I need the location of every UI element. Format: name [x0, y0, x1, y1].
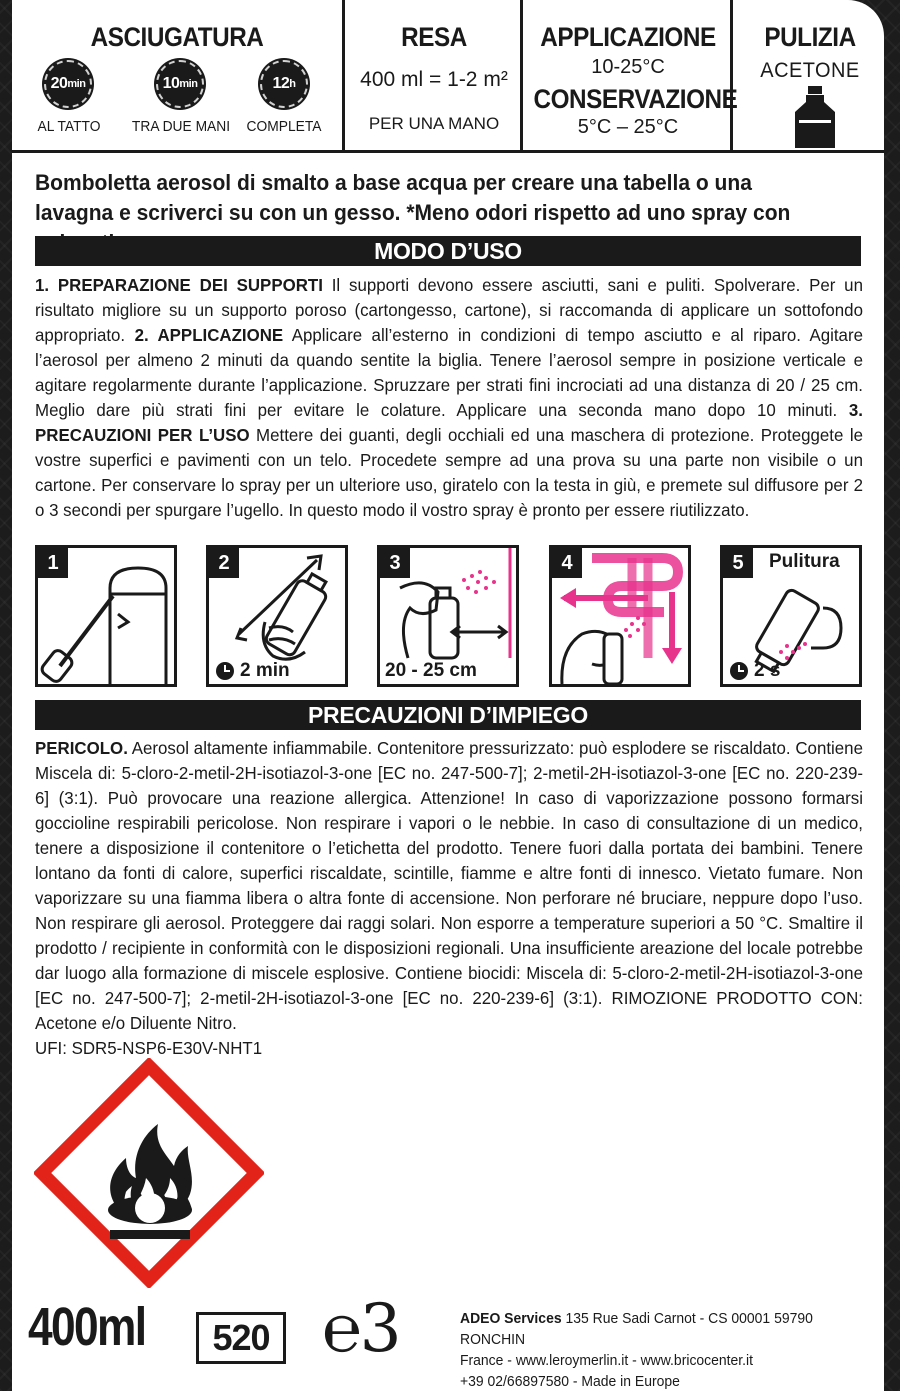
step-number: 4: [552, 548, 582, 578]
timer-label: AL TATTO: [37, 118, 101, 135]
step-duration: 2 min: [240, 660, 290, 681]
hazard-text: PERICOLO. Aerosol altamente infiammabile. Contenitore pressurizzato: può esplodere se riscaldato. Contiene Miscela di: 5-cloro-2-metil-2H-isotiazol-3-one [EC no. 247-500-7]; 2-metil-2H-isotiazol-3-one [EC no. 220-239-6] (3:1). Può provocare una reazione allergica. Attenzione! In caso di vaporizzazione possono formarsi goccioline respirabili pericolose. Non respirare i vapori o le nebbie. In caso di consultazione di un medico, tenere a disposizione il contenitore o l’etichetta del prodotto. Tenere fuori dalla portata dei bambini. Tenere lontano da fonti di calore, superfici riscaldate, scintille, fiamme e altre fonti di innesco. Vietato fumare. Non vaporizzare su una fiamma libera o altra fonte di accensione. Non perforare né bruciare, neppure dopo l’uso. Non respirare gli aerosol. Proteggere dai raggi solari. Non esporre a temperature superiori a 50 °C. Smaltire il prodotto / recipiente in conformità con le disposizioni regionali. Una insufficiente areazione del locale potrebbe dar luogo alla formazione di miscele esplosive. Contiene biocidi: Miscela di: 5-cloro-2-metil-2H-isotiazol-3-one [EC no. 247-500-7]; 2-metil-2H-isotiazol-3-one [EC no. 220-239-6] (3:1). RIMOZIONE PRODOTTO CON: Acetone e/o Diluente Nitro. UFI: SDR5-NSP6-E30V-NHT1: [35, 738, 863, 1058]
product-label: [12, 0, 884, 1391]
step-1-card: [35, 545, 177, 687]
step-3-card: [377, 545, 519, 687]
step-4-card: [549, 545, 691, 687]
product-code: 520: [196, 1312, 286, 1364]
application-cell: [520, 0, 738, 150]
yield-cell: [342, 0, 523, 150]
storage-title: CONSERVAZIONE: [533, 84, 738, 114]
usage-pictograms: [35, 545, 865, 687]
usage-banner: MODO D’USO: [35, 236, 861, 266]
step-2-card: [206, 545, 348, 687]
yield-title: RESA: [401, 22, 467, 52]
info-strip: [12, 0, 884, 153]
timer-icon: 20 min: [42, 58, 94, 110]
step-number: 3: [380, 548, 410, 578]
step-number: 2: [209, 548, 239, 578]
bottle-icon: [791, 86, 839, 148]
step-5-card: [720, 545, 862, 687]
step-distance: 20 - 25 cm: [385, 660, 477, 681]
timer-label: COMPLETA: [246, 118, 322, 135]
cleaning-title: PULIZIA: [764, 22, 856, 52]
cleaning-cell: [730, 0, 884, 150]
application-title: APPLICAZIONE: [540, 22, 716, 52]
step-number: 1: [38, 548, 68, 578]
ufi-code: UFI: SDR5-NSP6-E30V-NHT1: [35, 1038, 263, 1058]
timer-icon: 12 h: [258, 58, 310, 110]
cleaning-solvent: ACETONE: [760, 59, 860, 82]
step-number: 5: [723, 548, 753, 578]
yield-value: 400 ml = 1-2 m²: [360, 68, 508, 91]
e-mark: ℮3: [322, 1290, 400, 1367]
flame-ghs-icon: [34, 1058, 264, 1288]
timer-label: TRA DUE MANI: [131, 118, 231, 135]
drying-title: ASCIUGATURA: [90, 22, 264, 52]
drying-cell: [12, 0, 342, 150]
volume: 400ml: [28, 1297, 146, 1357]
manufacturer-address: ADEO Services 135 Rue Sadi Carnot - CS 00001 59790 RONCHIN France - www.leroymerlin.it - www.bricocenter.it +39 02/66897580 - Made in Europe: [460, 1310, 813, 1390]
step-duration: 2 s: [754, 660, 781, 681]
step-title: Pulitura: [769, 551, 840, 572]
hazard-banner: PRECAUZIONI D’IMPIEGO: [35, 700, 861, 730]
drying-timers: [12, 58, 342, 110]
timer-icon: 10 min: [154, 58, 206, 110]
application-temp: 10-25°C: [591, 56, 665, 78]
product-description: Bomboletta aerosol di smalto a base acqua per creare una tabella o una lavagna e scriverci su con un gesso. *Meno odori rispetto ad uno spray con: [35, 170, 791, 225]
storage-temp: 5°C – 25°C: [577, 116, 679, 138]
usage-text: 1. PREPARAZIONE DEI SUPPORTI Il supporti devono essere asciutti, sani e puliti. Spolverare. Per un risultato migliore su un supporto poroso (cartongesso, cartone), si raccomanda di applicare un sottofondo appropriato. 2. APPLICAZIONE Applicare all’esterno in condizioni di tempo asciutto e al riparo. Agitare l’aerosol per almeno 2 minuti da quando sentite la biglia. Tenere l’aerosol sempre in posizione verticale e agitare regolarmente durante l’applicazione. Spruzzare per strati fini incrociati ad una distanza di 20 / 25 cm. Meglio dare più strati fini per evitare le colature. Applicare una seconda mano dopo 10 minuti. 3. PRECAUZIONI PER L’USO Mettere dei guanti, degli occhiali ed una maschera di protezione. Proteggete le vostre superfici e pavimenti con un telo. Procedete sempre ad una prova su una parte non visibile o un cartone. Per conservare lo spray per un ulteriore uso, giratelo con la testa in giù, e premete sul diffusore per 2 o 3 secondi per spurgare l’ugello. In questo modo il vostro spray è pronto per essere riutilizzato.: [35, 275, 863, 520]
yield-sub: PER UNA MANO: [368, 114, 500, 133]
